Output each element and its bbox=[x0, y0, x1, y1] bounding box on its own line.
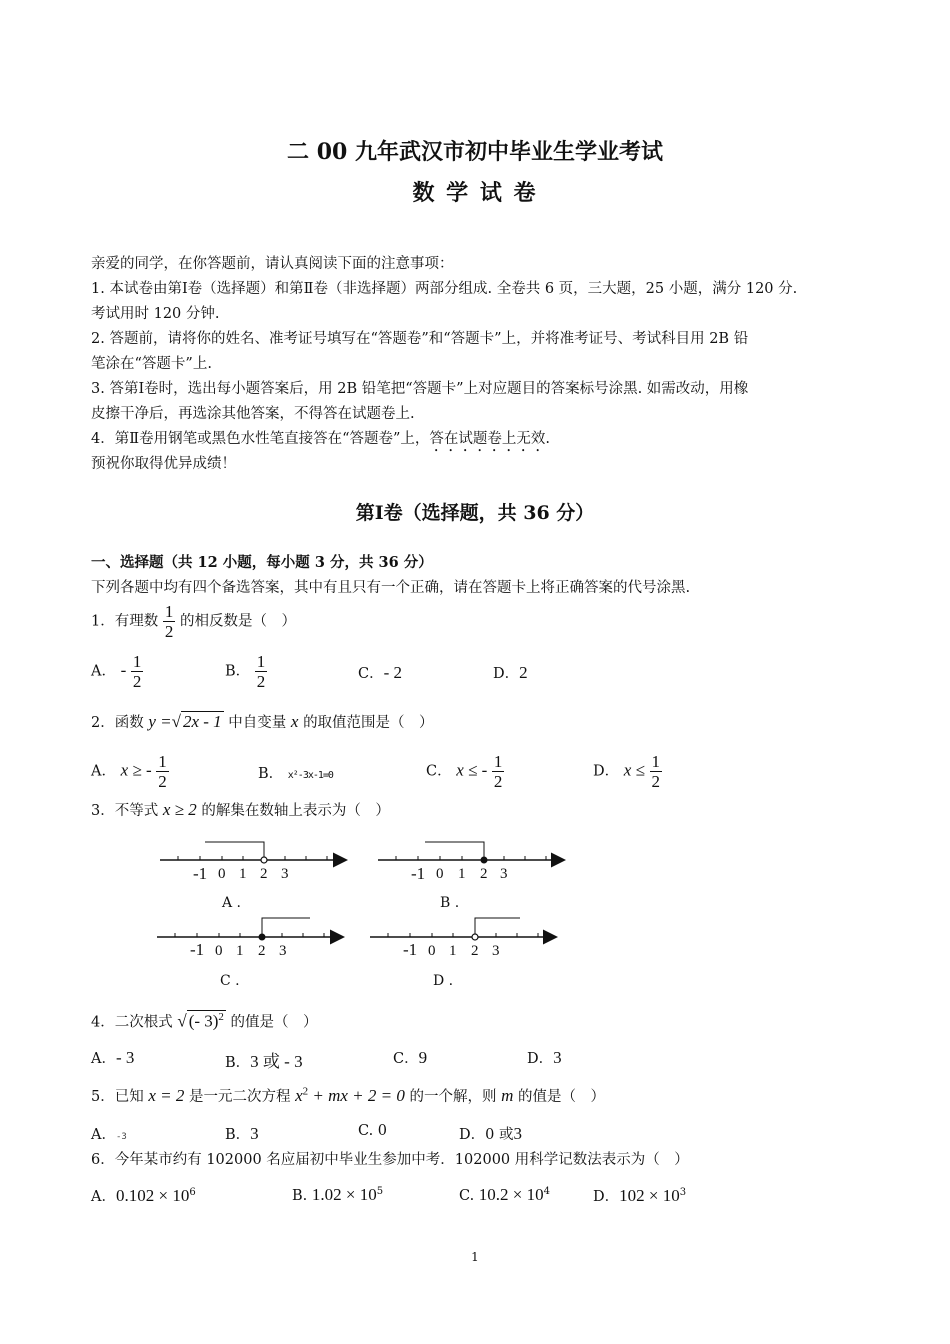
notice-item-4-emphasis: 答在试题卷上无效 bbox=[429, 431, 546, 447]
q2-d-label: D． bbox=[593, 763, 620, 780]
q1-b-label: B． bbox=[225, 663, 251, 680]
q6-c-base: 10.2 × 10 bbox=[478, 1185, 544, 1204]
nl-d-tick-3: 3 bbox=[492, 943, 500, 959]
q6-option-d[interactable] bbox=[593, 1185, 686, 1206]
q4-rad-base: (- 3) bbox=[188, 1011, 219, 1031]
number-line-d[interactable] bbox=[370, 918, 555, 940]
q2-c-label: C． bbox=[426, 763, 452, 780]
q4-stem-post: 的值是（ ） bbox=[230, 1014, 318, 1031]
q5-c-value: 0 bbox=[377, 1123, 388, 1139]
q2-c-den: 2 bbox=[493, 772, 503, 791]
q2-stem-pre: 2．函数 bbox=[91, 715, 144, 731]
q3-expr: x ≥ 2 bbox=[162, 800, 197, 819]
q6-d-base: 102 × 10 bbox=[619, 1186, 680, 1205]
q6-a-label: A． bbox=[91, 1189, 116, 1205]
q6-c-exp: 4 bbox=[543, 1186, 551, 1198]
nl-d-tick-2: 2 bbox=[471, 943, 479, 959]
q6-b-base: 1.02 × 10 bbox=[311, 1185, 377, 1204]
q2-b-expr: x²-3x-1=0 bbox=[287, 770, 333, 781]
q5-equation bbox=[295, 1086, 405, 1105]
q4-b-value: 3 或 - 3 bbox=[250, 1052, 303, 1071]
q4-d-value: 3 bbox=[553, 1048, 562, 1067]
notice-item-2a: 2. 答题前，请将你的姓名、准考证号填写在“答题卷”和“答题卡”上，并将准考证号、考试科目用 2B 铅 bbox=[91, 331, 749, 347]
q4-option-d[interactable] bbox=[527, 1047, 562, 1068]
q2-a-den: 2 bbox=[158, 772, 167, 791]
nl-a-tick-2: 2 bbox=[260, 866, 268, 882]
q4-option-b[interactable] bbox=[225, 1047, 303, 1072]
number-line-c[interactable] bbox=[157, 918, 342, 940]
question-2-stem: 2．函数 y =√ 2x - 1 中自变量 x 的取值范围是（ ） bbox=[91, 712, 434, 731]
notice-item-2b: 笔涂在“答题卡”上. bbox=[91, 356, 212, 372]
nl-b-tick-0: 0 bbox=[436, 866, 444, 882]
nl-d-tick-neg1: -1 bbox=[403, 940, 418, 959]
nl-a-label: A . bbox=[222, 895, 242, 911]
q5-option-d[interactable] bbox=[459, 1123, 522, 1144]
notice-item-4-pre: 4．第Ⅱ卷用钢笔或黑色水性笔直接答在“答题卷”上， bbox=[91, 431, 430, 447]
q5-stem-pre: 5．已知 bbox=[91, 1089, 144, 1105]
notice-item-1b: 考试用时 120 分钟. bbox=[91, 306, 220, 322]
q4-c-value: 9 bbox=[418, 1048, 428, 1067]
q1-c-value: - 2 bbox=[383, 663, 403, 682]
nl-b-tick-2: 2 bbox=[480, 866, 488, 882]
q6-a-base: 0.102 × 10 bbox=[115, 1186, 190, 1205]
q5-condition: x = 2 bbox=[148, 1086, 185, 1105]
nl-a-tick-neg1: -1 bbox=[193, 864, 208, 883]
q1-d-label: D． bbox=[493, 666, 520, 682]
q5-eq-exp: 2 bbox=[302, 1085, 309, 1098]
question-4-stem: 4．二次根式 √ (- 3)$^2$ 的值是（ ） bbox=[91, 1011, 318, 1031]
q6-b-exp: 5 bbox=[376, 1186, 384, 1198]
q1-a-num: 1 bbox=[132, 652, 142, 671]
q6-d-label: D． bbox=[593, 1189, 620, 1205]
q5-a-label: A． bbox=[91, 1127, 116, 1143]
q1-frac-den: 2 bbox=[164, 622, 174, 641]
q5-var: m bbox=[501, 1086, 514, 1105]
q1-stem-post: 的相反数是（ ） bbox=[179, 613, 296, 630]
q4-stem-pre: 4．二次根式 bbox=[91, 1014, 173, 1031]
nl-a-tick-0: 0 bbox=[218, 866, 226, 882]
notice-item-3a: 3. 答第Ⅰ卷时，选出每小题答案后，用 2B 铅笔把“答题卡”上对应题目的答案标号涂黑. 如需改动，用橡 bbox=[91, 381, 749, 397]
q2-a-expr: x ≥ - bbox=[120, 760, 152, 780]
q5-eq-rest: + mx + 2 = 0 bbox=[308, 1086, 405, 1105]
q2-d-expr: x ≤ bbox=[623, 760, 645, 780]
q2-c-num: 1 bbox=[493, 752, 503, 771]
nl-c-tick-1: 1 bbox=[236, 943, 244, 959]
nl-d-tick-1: 1 bbox=[449, 943, 457, 959]
q5-d-value: 3 bbox=[513, 1124, 522, 1143]
nl-c-tick-2: 2 bbox=[258, 943, 266, 959]
q2-a-label: A． bbox=[91, 763, 116, 780]
q4-a-label: A． bbox=[91, 1051, 116, 1067]
q6-option-b[interactable] bbox=[292, 1185, 383, 1205]
q1-b-den: 2 bbox=[256, 672, 266, 691]
q2-b-label: B． bbox=[258, 766, 284, 782]
page-number: 1 bbox=[471, 1250, 479, 1264]
exam-title: 二 00 九年武汉市初中毕业生学业考试 bbox=[287, 139, 663, 165]
q4-rad-exp: 2 bbox=[218, 1011, 224, 1023]
q5-d-pre: 0 或 bbox=[485, 1127, 514, 1143]
nl-a-tick-3: 3 bbox=[281, 866, 289, 882]
nl-d-label: D . bbox=[433, 973, 454, 989]
q6-d-exp: 3 bbox=[679, 1187, 687, 1199]
q6-c-label: C. bbox=[459, 1188, 475, 1204]
q5-eq-x: x bbox=[295, 1086, 303, 1105]
q5-option-a[interactable] bbox=[91, 1123, 127, 1144]
q2-var: x bbox=[290, 712, 299, 731]
q5-a-value: -3 bbox=[115, 1132, 127, 1142]
q1-a-label: A． bbox=[91, 663, 116, 680]
q1-c-label: C． bbox=[358, 666, 384, 682]
part-heading: 一、选择题（共 12 小题，每小题 3 分，共 36 分） bbox=[91, 554, 433, 571]
nl-b-tick-3: 3 bbox=[500, 866, 508, 882]
number-line-a[interactable] bbox=[160, 842, 345, 863]
part-instruction: 下列各题中均有四个备选答案，其中有且只有一个正确，请在答题卡上将正确答案的代号涂黑. bbox=[91, 580, 691, 596]
q2-expr-radicand: 2x - 1 bbox=[182, 712, 222, 731]
q2-d-num: 1 bbox=[651, 752, 660, 771]
q3-stem-post: 的解集在数轴上表示为（ ） bbox=[201, 803, 390, 819]
q5-option-c[interactable] bbox=[358, 1123, 387, 1139]
q3-stem-pre: 3．不等式 bbox=[91, 803, 159, 819]
q6-a-exp: 6 bbox=[189, 1187, 196, 1199]
q4-d-label: D． bbox=[527, 1051, 554, 1067]
question-5-stem bbox=[91, 1085, 605, 1106]
q5-b-value: 3 bbox=[250, 1124, 259, 1143]
nl-b-label: B . bbox=[440, 895, 460, 911]
q4-a-value: - 3 bbox=[115, 1048, 135, 1067]
q2-c-expr: x ≤ - bbox=[456, 760, 488, 780]
q1-frac-num: 1 bbox=[164, 602, 174, 621]
nl-c-tick-0: 0 bbox=[215, 943, 223, 959]
q2-expr-lhs: y = bbox=[148, 712, 172, 731]
q4-option-a[interactable] bbox=[91, 1047, 134, 1068]
nl-b-tick-neg1: -1 bbox=[411, 864, 426, 883]
q5-stem-mid: 是一元二次方程 bbox=[188, 1089, 291, 1105]
nl-c-label: C . bbox=[220, 973, 240, 989]
question-6-stem: 6．今年某市约有 102000 名应届初中毕业生参加中考．102000 用科学记数法表示为（ ） bbox=[91, 1152, 689, 1168]
q4-c-label: C． bbox=[393, 1051, 419, 1067]
q5-stem-mid2: 的一个解，则 bbox=[409, 1089, 497, 1105]
nl-c-tick-3: 3 bbox=[279, 943, 287, 959]
notice-intro: 亲爱的同学，在你答题前，请认真阅读下面的注意事项： bbox=[91, 256, 454, 272]
q6-option-a[interactable] bbox=[91, 1185, 196, 1206]
q4-radicand bbox=[187, 1010, 226, 1032]
q6-b-label: B. bbox=[292, 1188, 308, 1204]
q6-option-c[interactable] bbox=[459, 1185, 550, 1205]
q2-d-den: 2 bbox=[651, 772, 660, 791]
q5-c-label: C. bbox=[358, 1123, 374, 1139]
q5-stem-post: 的值是（ ） bbox=[518, 1089, 605, 1105]
notice-item-3b: 皮擦干净后，再选涂其他答案，不得答在试题卷上. bbox=[91, 406, 415, 422]
notice-wish: 预祝你取得优异成绩！ bbox=[91, 456, 236, 472]
q2-a-num: 1 bbox=[158, 752, 167, 771]
q1-b-num: 1 bbox=[256, 652, 266, 671]
q5-option-b[interactable] bbox=[225, 1123, 259, 1144]
q1-stem-pre: 1．有理数 bbox=[91, 613, 159, 630]
q4-option-c[interactable] bbox=[393, 1047, 427, 1068]
notice-item-4-post: . bbox=[545, 431, 551, 447]
nl-c-tick-neg1: -1 bbox=[190, 940, 205, 959]
q5-b-label: B． bbox=[225, 1127, 251, 1143]
q1-d-value: 2 bbox=[519, 663, 528, 682]
nl-a-tick-1: 1 bbox=[239, 866, 247, 882]
nl-d-tick-0: 0 bbox=[428, 943, 436, 959]
q5-d-label: D． bbox=[459, 1127, 486, 1143]
q4-b-label: B． bbox=[225, 1055, 251, 1071]
q1-a-den: 2 bbox=[132, 672, 142, 691]
number-line-b[interactable] bbox=[378, 842, 563, 863]
q1-a-sign: - bbox=[120, 660, 127, 680]
q2-stem-post: 的取值范围是（ ） bbox=[303, 715, 434, 731]
nl-b-tick-1: 1 bbox=[458, 866, 466, 882]
notice-item-1a: 1. 本试卷由第Ⅰ卷（选择题）和第Ⅱ卷（非选择题）两部分组成. 全卷共 6 页，三大题，25 小题，满分 120 分. bbox=[91, 281, 798, 297]
section-title: 第Ⅰ卷（选择题，共 36 分） bbox=[355, 502, 595, 524]
exam-subtitle: 数 学 试 卷 bbox=[412, 180, 538, 206]
q2-stem-mid: 中自变量 bbox=[228, 715, 287, 731]
